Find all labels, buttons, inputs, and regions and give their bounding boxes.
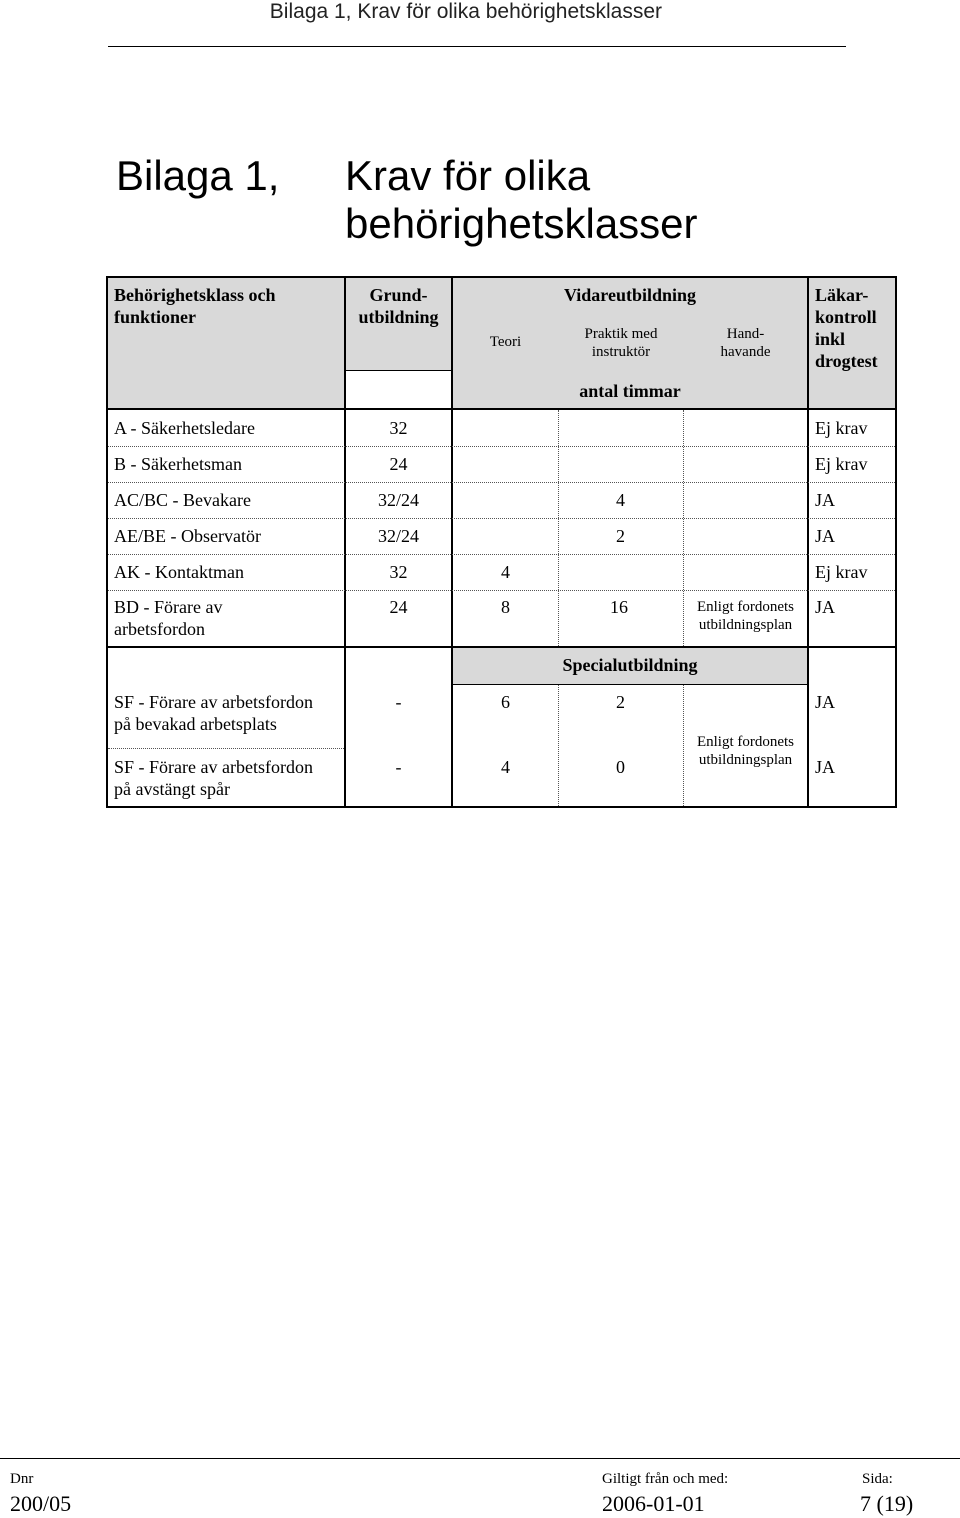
header-theory: Teori: [489, 334, 522, 350]
requirements-table: [106, 276, 897, 808]
footer-rule: [0, 1458, 960, 1459]
page-title-line-2: behörighetsklasser: [345, 200, 698, 247]
row-basic-ak: 32: [389, 562, 408, 582]
row-basic-a: 32: [389, 418, 408, 438]
table-border-bottom: [106, 806, 897, 808]
header-rule: [108, 46, 846, 47]
row-basic-bd: 24: [389, 597, 408, 617]
special-handling: Enligt fordonets utbildningsplan: [696, 734, 795, 768]
row-medical-ak: Ej krav: [815, 562, 868, 582]
col-line-3: [807, 276, 809, 808]
row-medical-a: Ej krav: [815, 418, 868, 438]
row-medical-b: Ej krav: [815, 454, 868, 474]
row-sep-4: [108, 554, 895, 555]
special-practical-sf-1: 2: [616, 692, 625, 712]
row-sep-1: [108, 446, 895, 447]
special-theory-sf-2: 4: [501, 757, 510, 777]
row-medical-ae: JA: [815, 526, 836, 546]
header-class: Behörighetsklass och funktioner: [114, 285, 276, 327]
header-special: Specialutbildning: [562, 655, 698, 675]
special-top-rule: [106, 646, 897, 648]
special-class-sf-1: SF - Förare av arbetsfordon på bevakad arbetsplats: [114, 692, 313, 734]
footer-page-value: 7 (19): [860, 1491, 914, 1516]
special-basic-sf-2: -: [395, 757, 402, 777]
row-sep-special: [108, 748, 344, 749]
header-hours: antal timmar: [579, 381, 681, 401]
table-border-top: [106, 276, 897, 278]
special-bottom-rule: [453, 684, 807, 685]
row-sep-5: [108, 590, 895, 591]
basic-header-rule: [346, 370, 453, 371]
row-sep-3: [108, 518, 895, 519]
page-title-line-1: Krav för olika: [345, 152, 591, 199]
special-practical-sf-2: 0: [616, 757, 625, 777]
header-bottom-rule: [106, 408, 897, 410]
special-medical-sf-2: JA: [815, 757, 836, 777]
table-border-left: [106, 276, 108, 808]
row-practical-bd: 16: [610, 597, 628, 617]
special-theory-sf-1: 6: [501, 692, 510, 712]
sub-col-theory-special: [558, 685, 559, 806]
row-class-ac: AC/BC - Bevakare: [114, 490, 251, 510]
row-class-bd: BD - Förare av arbetsfordon: [114, 597, 223, 639]
row-theory-bd: 8: [501, 597, 510, 617]
header-handling: Hand- havande: [720, 326, 771, 360]
row-basic-b: 24: [389, 454, 408, 474]
footer-page-label: Sida:: [862, 1471, 893, 1487]
page-title-prefix: Bilaga 1,: [116, 152, 280, 199]
special-medical-sf-1: JA: [815, 692, 836, 712]
row-basic-ac: 32/24: [377, 490, 419, 510]
footer-dnr-value: 200/05: [10, 1491, 72, 1516]
row-sep-2: [108, 482, 895, 483]
row-class-ae: AE/BE - Observatör: [114, 526, 261, 546]
row-medical-ac: JA: [815, 490, 836, 510]
page-title: [345, 152, 698, 248]
footer-valid-value: 2006-01-01: [602, 1491, 705, 1516]
row-class-b: B - Säkerhetsman: [114, 454, 242, 474]
header-practical: Praktik med instruktör: [584, 326, 658, 360]
row-basic-ae: 32/24: [377, 526, 419, 546]
row-medical-bd: JA: [815, 597, 836, 617]
footer-dnr-label: Dnr: [10, 1471, 34, 1487]
footer-valid-label: Giltigt från och med:: [602, 1471, 729, 1487]
row-class-ak: AK - Kontaktman: [114, 562, 244, 582]
row-handling-bd: Enligt fordonets utbildningsplan: [696, 599, 795, 633]
table-border-right: [895, 276, 897, 808]
row-practical-ae: 2: [616, 526, 625, 546]
header-medical: Läkar- kontroll inkl drogtest: [815, 285, 878, 371]
row-class-a: A - Säkerhetsledare: [114, 418, 255, 438]
header-basic: Grund- utbildning: [358, 285, 439, 327]
header-further: Vidareutbildning: [563, 285, 697, 305]
row-theory-ak: 4: [501, 562, 510, 582]
col-line-2: [451, 276, 453, 808]
row-practical-ac: 4: [616, 490, 625, 510]
running-header: Bilaga 1, Krav för olika behörighetsklasser: [269, 0, 662, 23]
special-class-sf-2: SF - Förare av arbetsfordon på avstängt spår: [114, 757, 313, 799]
special-basic-sf-1: -: [395, 692, 402, 712]
